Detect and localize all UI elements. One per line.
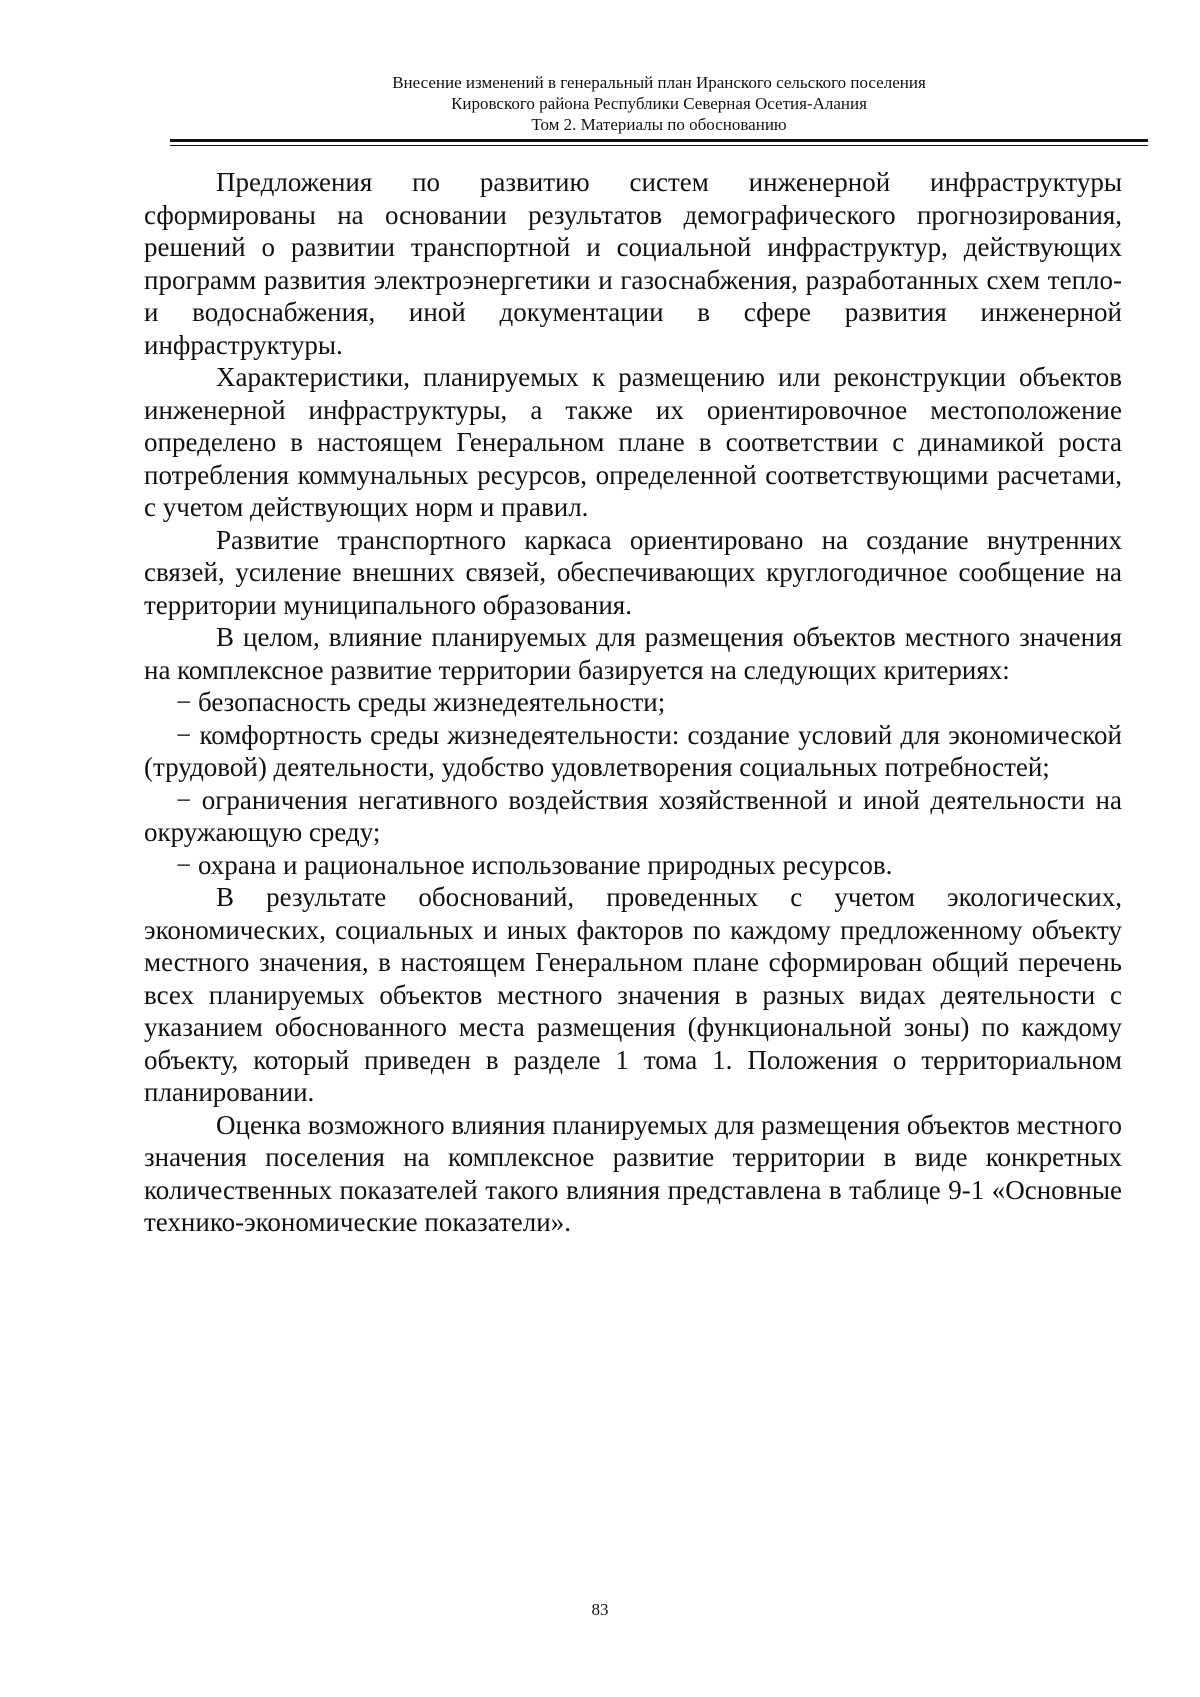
document-body: [144, 166, 1122, 1239]
bullet-item-3: − ограничения негативного воздействия хозяйственной и иной деятельности на окружающую среду;: [144, 784, 1122, 847]
header-line-3: Том 2. Материалы по обоснованию: [531, 115, 787, 134]
paragraph-6: Оценка возможного влияния планируемых для размещения объектов местного значения поселения на комплексное развитие территории в виде конкретных количественных показателей такого влияния представлена в таблице 9-1 «Основные технико-экономические показатели».: [144, 1109, 1122, 1237]
paragraph-3: Развитие транспортного каркаса ориентировано на создание внутренних связей, усиление внешних связей, обеспечивающих круглогодичное сообщение на территории муниципального образования.: [144, 524, 1122, 620]
paragraph-2: Характеристики, планируемых к размещению или реконструкции объектов инженерной инфраструктуры, а также их ориентировочное местоположение определено в настоящем Генеральном плане в соответствии с динамикой роста потребления коммунальных ресурсов, определенной соответствующими расчетами, с учетом действующих норм и правил.: [144, 362, 1122, 522]
paragraph-5: В результате обоснований, проведенных с учетом экологических, экономических, социальных и иных факторов по каждому предложенному объекту местного значения, в настоящем Генеральном плане сформирован общий перечень всех планируемых объектов местного значения в разных видах деятельности с указанием обоснованного места размещения (функциональной зоны) по каждому объекту, который приведен в разделе 1 тома 1. Положения о территориальном планировании.: [144, 882, 1122, 1107]
document-header: [170, 72, 1148, 135]
header-rule-thick: [170, 139, 1148, 142]
header-rule-thin: [170, 145, 1148, 146]
header-line-2: Кировского района Республики Северная Осетия-Алания: [451, 94, 867, 113]
bullet-item-1: − безопасность среды жизнедеятельности;: [176, 687, 666, 717]
page-number: 83: [591, 1600, 609, 1619]
header-line-1: Внесение изменений в генеральный план Иранского сельского поселения: [392, 73, 926, 92]
bullet-item-2: − комфортность среды жизнедеятельности: создание условий для экономической (трудовой) деятельности, удобство удовлетворения социальных потребностей;: [144, 719, 1122, 782]
bullet-item-4: − охрана и рациональное использование природных ресурсов.: [176, 849, 893, 880]
paragraph-4: В целом, влияние планируемых для размещения объектов местного значения на комплексное развитие территории базируется на следующих критериях:: [144, 622, 1122, 685]
paragraph-1: Предложения по развитию систем инженерной инфраструктуры сформированы на основании результатов демографического прогнозирования, решений о развитии транспортной и социальной инфраструктур, действующих программ развития электроэнергетики и газоснабжения, разработанных схем тепло- и водоснабжения, иной документации в сфере развития инженерной инфраструктуры.: [144, 167, 1122, 360]
